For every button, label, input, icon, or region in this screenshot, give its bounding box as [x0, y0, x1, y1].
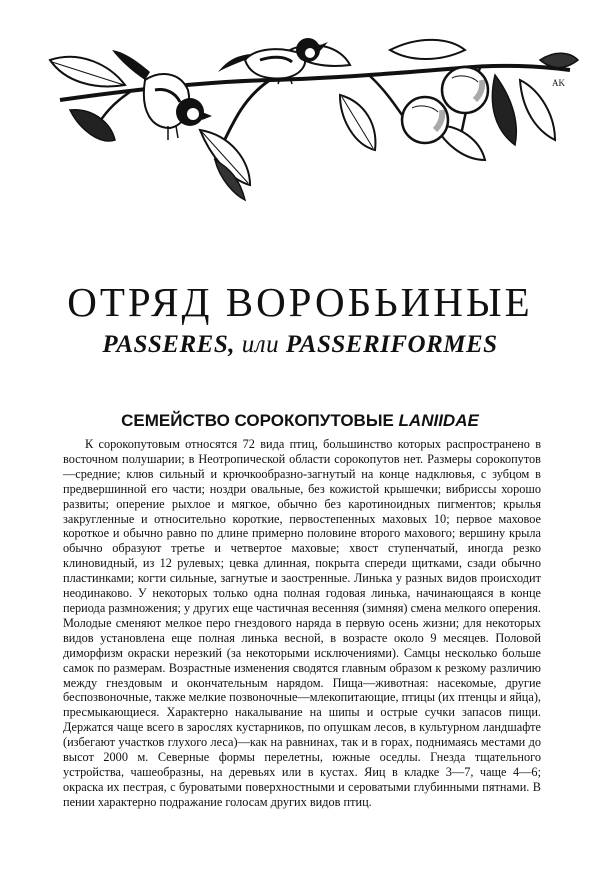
family-latin-name: LANIIDAE: [398, 411, 479, 430]
illustration-signature: AK: [552, 78, 565, 88]
leaf: [390, 40, 465, 59]
order-subtitle: [0, 332, 600, 357]
birds-branch-illustration: [40, 20, 580, 205]
subtitle-conjunction: или: [241, 331, 280, 358]
leaf: [492, 75, 516, 145]
order-title: ОТРЯД ВОРОБЬИНЫЕ: [67, 279, 533, 325]
leaf: [50, 57, 125, 87]
apple: [442, 67, 488, 113]
leaf: [70, 110, 115, 141]
leaf: [520, 80, 555, 140]
twig: [370, 76, 402, 115]
latin-name-passeriformes: PASSERIFORMES: [285, 331, 498, 358]
leaf: [340, 95, 375, 150]
family-heading: [0, 412, 600, 429]
body-paragraph: К сорокопутовым относятся 72 вида птиц, большинство которых распространено в восточном полушарии; в Неотропической области сорокопутов нет. Размеры сорокопутов—средние; клюв сильный и крючкообразно-загнутый на конце надклювья, с зубцом в предвершинной его части; ноздри овальные, без кожистой крышечки; вибриссы хорошо развиты; оперение рыхлое и мягкое, обычно без каротиноидных пигментов; крылья закругленные и относительно короткие, первостепенных маховых 10; первое маховое короткое и обычно равно по длине примерно половине второго махового; вершину крыла обычно образуют третье и четвертое маховые; хвост ступенчатый, иногда резко клиновидный, из 12 рулевых; цевка длинная, покрыта спереди щитками, сзади обычно пластинками; когти сильные, загнутые и заостренные. Линька у разных видов происходит неодинаково. У некоторых только одна полная годовая линька, начинающаяся в конце периода размножения; у других еще частичная весенняя (зимняя) смена мелкого оперения. Молодые сменяют мелкое перо гнездового наряда в первую осень жизни; для некоторых видов установлена еще полная линька весной, в возрасте около 9 месяцев. Половой диморфизм окраски нерезкий (за некоторыми исключениями). Самцы несколько больше самок по размерам. Возрастные изменения сводятся главным образом к резкому различию между гнездовым и окончательным нарядом. Пища—животная: насекомые, другие беспозвоночные, также мелкие позвоночные—млекопитающие, птицы (их птенцы и яйца), пресмыкающиеся. Характерно накалывание на шипы и острые сучки запасов пищи. Держатся чаще всего в зарослях кустарников, по опушкам лесов, в культурном ландшафте (избегают участков глухого леса)—как на равнинах, так и в горах, поднимаясь местами до высот 2000 м. Северные формы перелетны, южные оседлы. Гнезда тщательного устройства, чашеобразны, на деревьях или в кустах. Яиц в кладке 3—7, чаще 4—6; окраска их пестрая, с буроватыми поверхностными и сероватыми глубинными пятнами. В пении характерно подражание голосам других видов птиц.: [63, 437, 541, 809]
apple: [402, 97, 448, 143]
family-prefix: СЕМЕЙСТВО: [121, 411, 230, 430]
latin-name-passeres: PASSERES,: [102, 331, 235, 358]
family-name: СОРОКОПУТОВЫЕ: [234, 411, 394, 430]
